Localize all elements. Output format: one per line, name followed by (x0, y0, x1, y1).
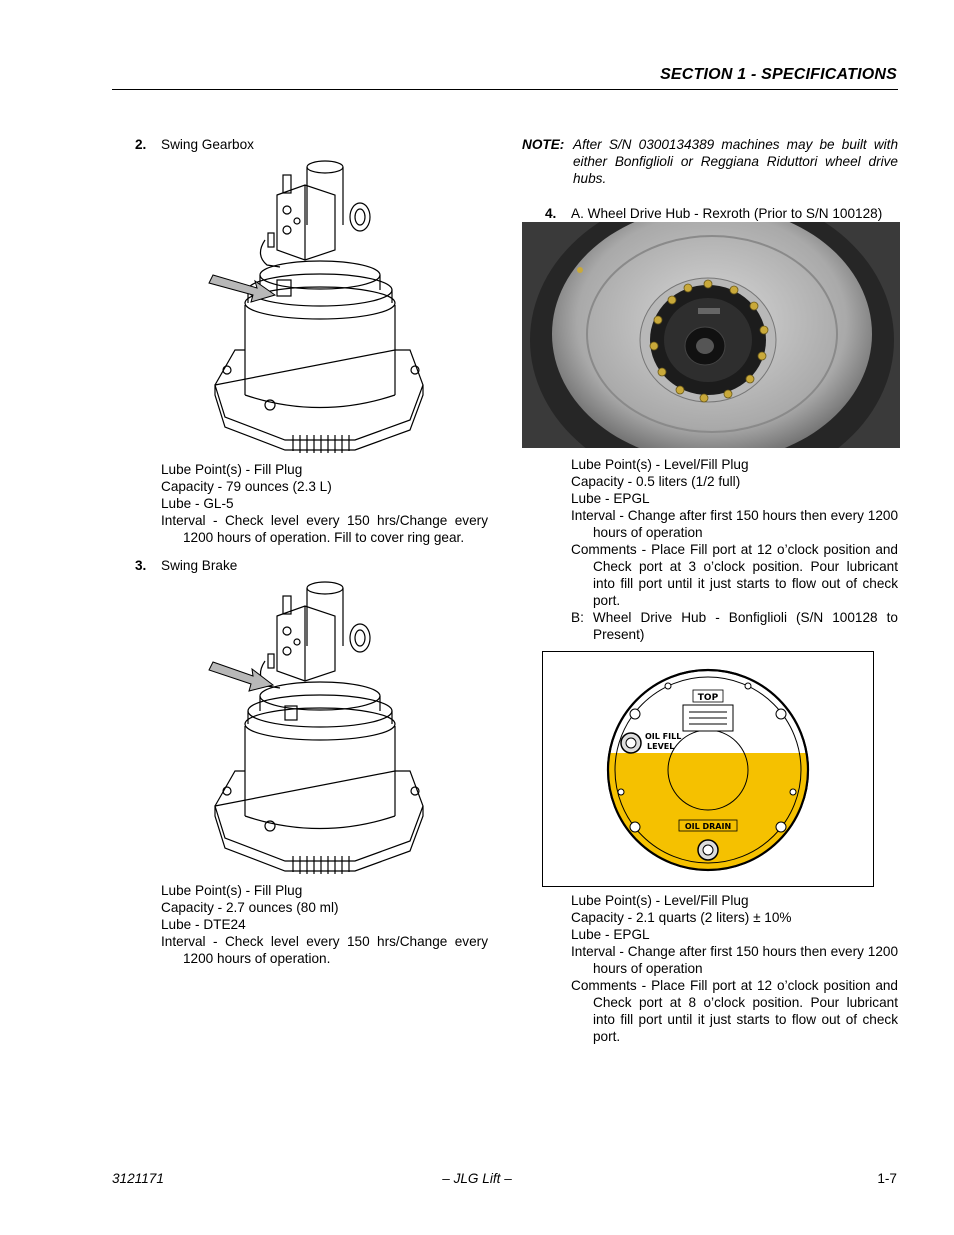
rexroth-specs (571, 456, 898, 643)
spec-line: Lube - DTE24 (161, 917, 246, 932)
spec-line: Capacity - 2.1 quarts (2 liters) ± 10% (571, 910, 792, 925)
note-block (522, 136, 898, 187)
section-title: SECTION 1 - SPECIFICATIONS (660, 66, 897, 83)
item-swing-gearbox-heading (135, 136, 254, 153)
swing-brake-illustration (205, 576, 430, 876)
bonfiglioli-title: B: Wheel Drive Hub - Bonfiglioli (S/N 100128 to Present) (571, 610, 898, 642)
spec-line: Interval - Check level every 150 hrs/Change every 1200 hours of operation. Fill to cover ring gear. (161, 513, 488, 545)
bonfiglioli-hub-diagram (542, 651, 874, 887)
spec-line: Lube Point(s) - Level/Fill Plug (571, 457, 749, 472)
spec-line: Interval - Change after first 150 hours then every 1200 hours of operation (571, 944, 898, 976)
footer-page-number: 1-7 (877, 1171, 897, 1186)
spec-line: Lube - GL-5 (161, 496, 234, 511)
spec-line: Capacity - 79 ounces (2.3 L) (161, 479, 332, 494)
spec-line: Capacity - 0.5 liters (1/2 full) (571, 474, 741, 489)
spec-line: Comments - Place Fill port at 12 o’clock position and Check port at 3 o’clock position. Pour lubricant into fill port until it just starts to flow out of check port. (571, 542, 898, 608)
spec-line: Lube Point(s) - Fill Plug (161, 883, 303, 898)
spec-line: Lube - EPGL (571, 491, 650, 506)
swing-gearbox-specs (161, 461, 488, 546)
item-number: 4. (545, 206, 557, 221)
label-level: LEVEL (647, 742, 675, 751)
spec-line: Comments - Place Fill port at 12 o’clock position and Check port at 8 o’clock position. Pour lubricant into fill port until it just starts to flow out of check port. (571, 978, 898, 1044)
spec-line: Interval - Check level every 150 hrs/Change every 1200 hours of operation. (161, 934, 488, 966)
swing-brake-specs (161, 882, 488, 967)
bonfiglioli-specs (571, 892, 898, 1045)
rexroth-hub-photo (522, 222, 900, 448)
swing-gearbox-illustration (205, 155, 430, 455)
spec-line: Interval - Change after first 150 hours then every 1200 hours of operation (571, 508, 898, 540)
label-oil-fill: OIL FILL (645, 732, 682, 741)
label-oil-drain: OIL DRAIN (684, 822, 732, 831)
item-swing-brake-heading (135, 557, 238, 574)
item-title: Swing Brake (161, 558, 238, 573)
footer-doc-number: 3121171 (112, 1171, 164, 1186)
spec-line: Lube Point(s) - Level/Fill Plug (571, 893, 749, 908)
item-number: 3. (135, 558, 147, 573)
bonfiglioli-hub-drawing (543, 652, 873, 886)
rexroth-hub-image (522, 222, 900, 448)
spec-line: Lube Point(s) - Fill Plug (161, 462, 303, 477)
footer-center: – JLG Lift – (442, 1171, 512, 1186)
note-label: NOTE: (522, 137, 565, 152)
item-title: Swing Gearbox (161, 137, 254, 152)
item-title: A. Wheel Drive Hub - Rexroth (Prior to S/N 100128) (571, 206, 883, 221)
note-text: After S/N 0300134389 machines may be built with either Bonfiglioli or Reggiana Riduttori wheel drive hubs. (573, 137, 898, 186)
spec-line: Capacity - 2.7 ounces (80 ml) (161, 900, 339, 915)
label-top: TOP (697, 693, 719, 703)
spec-line: Lube - EPGL (571, 927, 650, 942)
item-number: 2. (135, 137, 147, 152)
item-wheel-drive-heading (545, 205, 883, 222)
header-rule (112, 89, 898, 90)
